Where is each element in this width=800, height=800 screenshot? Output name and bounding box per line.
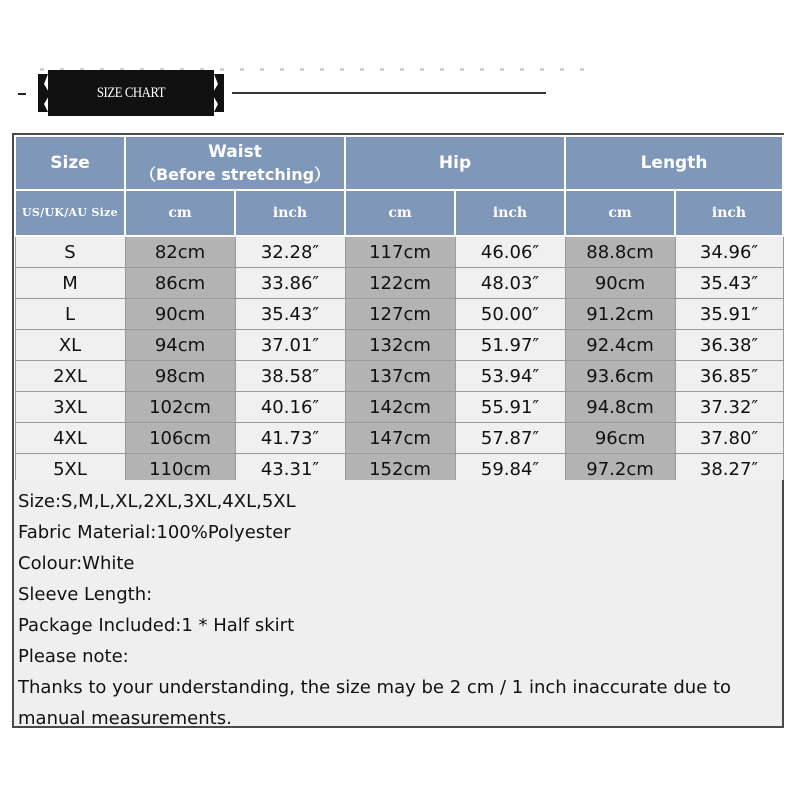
measurement-cell: 142cm xyxy=(345,392,455,423)
measurement-cell: 91.2cm xyxy=(565,299,675,330)
dot xyxy=(480,68,484,71)
size-cell: 4XL xyxy=(15,423,125,454)
measurement-cell: 59.84″ xyxy=(455,454,565,485)
measurement-cell: 50.00″ xyxy=(455,299,565,330)
subheader-length-inch: inch xyxy=(675,190,783,236)
note-please-note: Please note: xyxy=(18,646,129,667)
size-cell: 5XL xyxy=(15,454,125,485)
subheader-hip-inch: inch xyxy=(455,190,565,236)
table-row xyxy=(15,299,783,330)
note-disclaimer: Thanks to your understanding, the size may be 2 cm / 1 inch inaccurate due to manual measurements. xyxy=(18,677,732,729)
dot xyxy=(340,68,344,71)
size-chart-header xyxy=(0,62,800,122)
measurement-cell: 93.6cm xyxy=(565,361,675,392)
header-waist: Waist （Before stretching） xyxy=(125,136,345,190)
table-header-row xyxy=(15,136,783,190)
measurement-cell: 88.8cm xyxy=(565,236,675,268)
measurement-cell: 36.85″ xyxy=(675,361,783,392)
subheader-hip-cm: cm xyxy=(345,190,455,236)
measurement-cell: 46.06″ xyxy=(455,236,565,268)
size-table xyxy=(12,133,784,487)
measurement-cell: 102cm xyxy=(125,392,235,423)
measurement-cell: 110cm xyxy=(125,454,235,485)
dot xyxy=(580,68,584,71)
measurement-cell: 57.87″ xyxy=(455,423,565,454)
measurement-cell: 90cm xyxy=(125,299,235,330)
size-cell: M xyxy=(15,268,125,299)
table-subheader-row xyxy=(15,190,783,236)
header-length: Length xyxy=(565,136,783,190)
banner-label: SIZE CHART xyxy=(96,85,166,101)
measurement-cell: 35.43″ xyxy=(235,299,345,330)
measurement-cell: 117cm xyxy=(345,236,455,268)
measurement-cell: 122cm xyxy=(345,268,455,299)
measurement-cell: 94.8cm xyxy=(565,392,675,423)
measurement-cell: 36.38″ xyxy=(675,330,783,361)
dot xyxy=(500,68,504,71)
table-row xyxy=(15,330,783,361)
subheader-waist-cm: cm xyxy=(125,190,235,236)
table-row xyxy=(15,423,783,454)
note-sleeve-length: Sleeve Length: xyxy=(18,584,153,605)
dot xyxy=(460,68,464,71)
measurement-cell: 97.2cm xyxy=(565,454,675,485)
measurement-cell: 132cm xyxy=(345,330,455,361)
measurement-cell: 32.28″ xyxy=(235,236,345,268)
measurement-cell: 86cm xyxy=(125,268,235,299)
measurement-cell: 35.43″ xyxy=(675,268,783,299)
measurement-cell: 55.91″ xyxy=(455,392,565,423)
dot xyxy=(240,68,244,71)
measurement-cell: 37.80″ xyxy=(675,423,783,454)
size-cell: S xyxy=(15,236,125,268)
note-colour: Colour:White xyxy=(18,553,135,574)
measurement-cell: 137cm xyxy=(345,361,455,392)
table-row xyxy=(15,392,783,423)
measurement-cell: 96cm xyxy=(565,423,675,454)
dot xyxy=(300,68,304,71)
subheader-waist-inch: inch xyxy=(235,190,345,236)
measurement-cell: 98cm xyxy=(125,361,235,392)
note-sizes: Size:S,M,L,XL,2XL,3XL,4XL,5XL xyxy=(18,491,296,512)
measurement-cell: 48.03″ xyxy=(455,268,565,299)
measurement-cell: 38.58″ xyxy=(235,361,345,392)
subheader-length-cm: cm xyxy=(565,190,675,236)
dot xyxy=(420,68,424,71)
table-row xyxy=(15,268,783,299)
subheader-region-size: US/UK/AU Size xyxy=(15,190,125,236)
header-rule xyxy=(232,92,546,94)
dot xyxy=(440,68,444,71)
header-hip: Hip xyxy=(345,136,565,190)
dot xyxy=(560,68,564,71)
note-package: Package Included:1 * Half skirt xyxy=(18,615,295,636)
measurement-cell: 127cm xyxy=(345,299,455,330)
table-row xyxy=(15,236,783,268)
measurement-cell: 152cm xyxy=(345,454,455,485)
measurement-cell: 33.86″ xyxy=(235,268,345,299)
measurement-cell: 92.4cm xyxy=(565,330,675,361)
measurement-cell: 53.94″ xyxy=(455,361,565,392)
measurement-cell: 35.91″ xyxy=(675,299,783,330)
size-cell: 3XL xyxy=(15,392,125,423)
measurement-cell: 41.73″ xyxy=(235,423,345,454)
left-dash xyxy=(18,93,26,95)
measurement-cell: 94cm xyxy=(125,330,235,361)
measurement-cell: 106cm xyxy=(125,423,235,454)
dot xyxy=(380,68,384,71)
measurement-cell: 37.01″ xyxy=(235,330,345,361)
measurement-cell: 43.31″ xyxy=(235,454,345,485)
measurement-cell: 37.32″ xyxy=(675,392,783,423)
size-cell: 2XL xyxy=(15,361,125,392)
dot xyxy=(280,68,284,71)
measurement-cell: 147cm xyxy=(345,423,455,454)
measurement-cell: 34.96″ xyxy=(675,236,783,268)
size-cell: L xyxy=(15,299,125,330)
header-size: Size xyxy=(15,136,125,190)
size-chart-banner xyxy=(38,70,224,116)
measurement-cell: 82cm xyxy=(125,236,235,268)
dot xyxy=(320,68,324,71)
measurement-cell: 90cm xyxy=(565,268,675,299)
note-fabric: Fabric Material:100%Polyester xyxy=(18,522,291,543)
dot xyxy=(520,68,524,71)
product-notes xyxy=(12,480,784,728)
measurement-cell: 40.16″ xyxy=(235,392,345,423)
dot xyxy=(260,68,264,71)
dot xyxy=(540,68,544,71)
dot xyxy=(360,68,364,71)
measurement-cell: 38.27″ xyxy=(675,454,783,485)
dot xyxy=(400,68,404,71)
measurement-cell: 51.97″ xyxy=(455,330,565,361)
table-row xyxy=(15,361,783,392)
header-waist-sub: （Before stretching） xyxy=(139,164,331,184)
size-cell: XL xyxy=(15,330,125,361)
